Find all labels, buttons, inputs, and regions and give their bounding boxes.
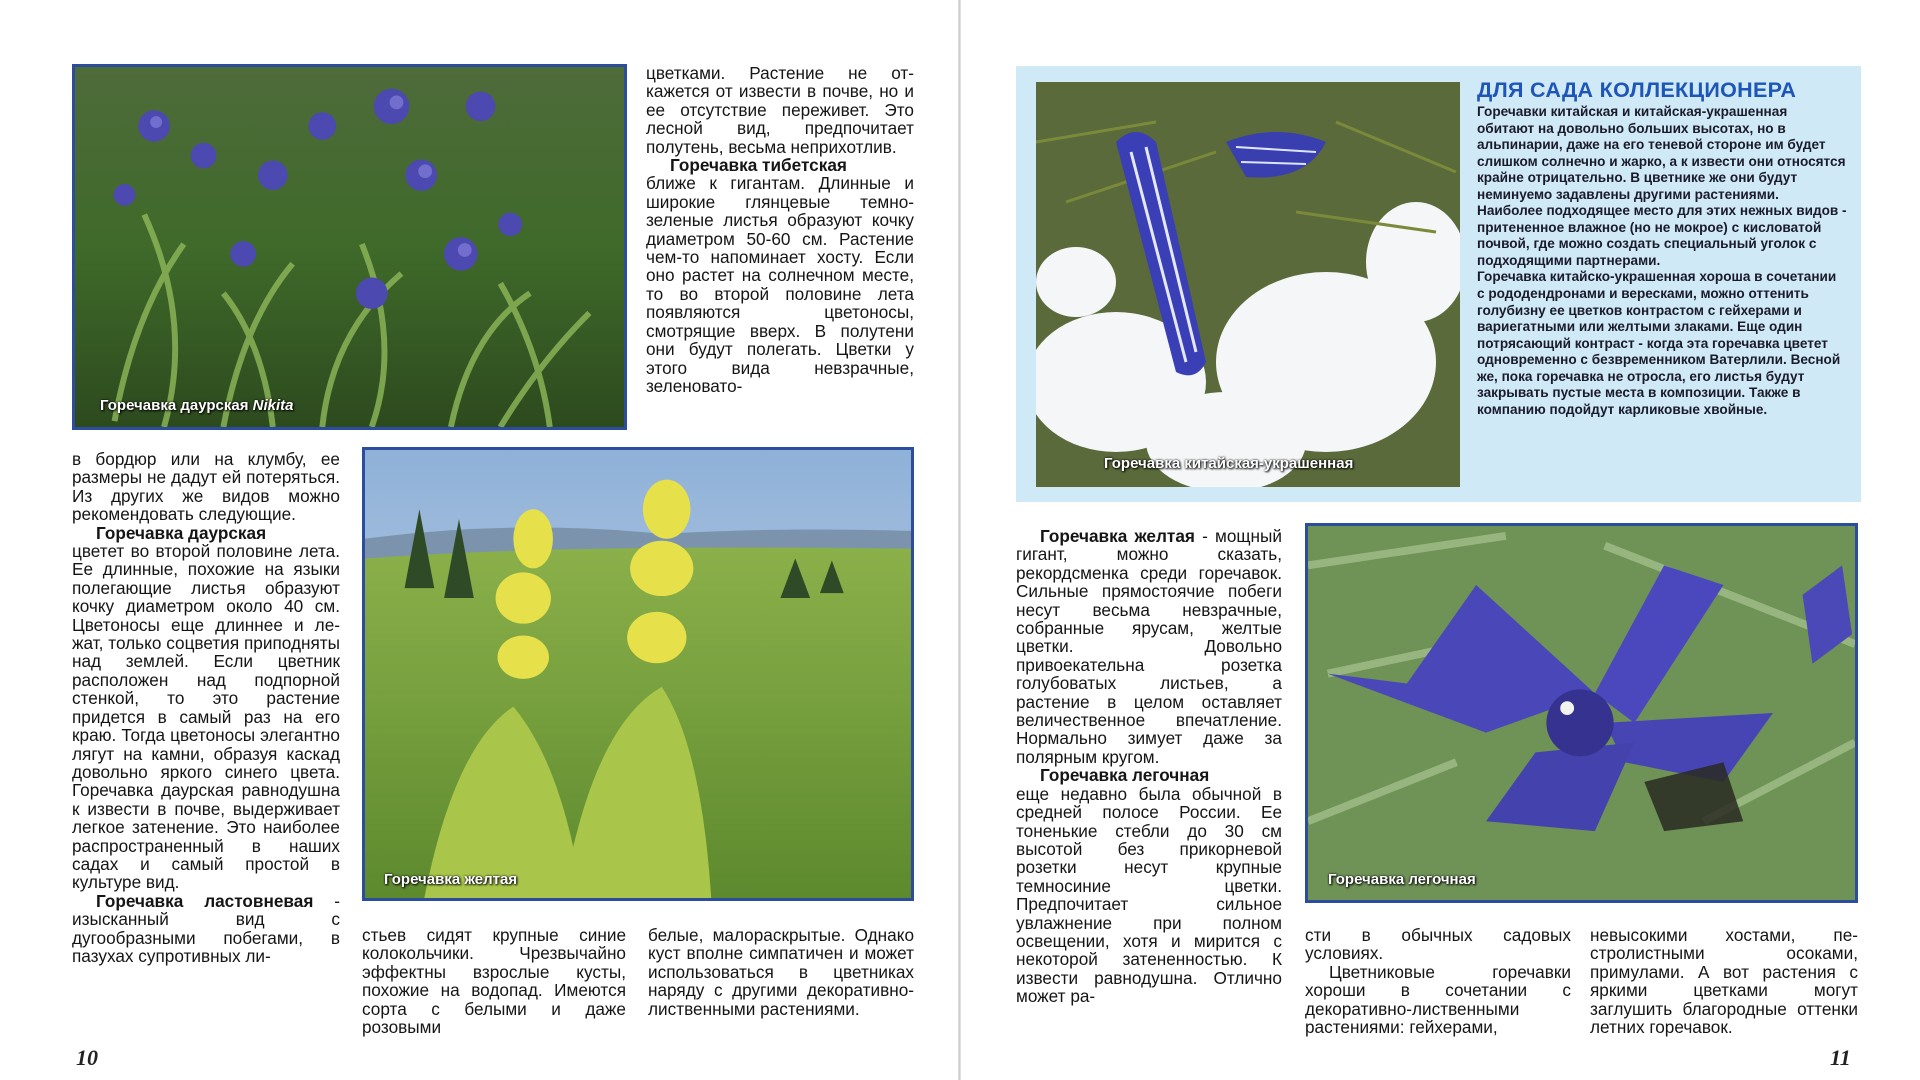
caption-dahurian-text: Горечавка даурская — [100, 397, 249, 414]
sidebar-paragraph: Горечавки китайская и китайская-украшенная обитают на довольно больших высотах, но в альпинарии, даже на его теневой стороне им будет слишком солнечно и жарко, а к извести они относятся крайне отрицательно. В цветнике же они будут неминуемо задавлены другими растениями. Наиболее подходящее место для этих нежных видов - притененное влажное (но не мокрое) с кисловатой почвой, где можно создать специальный уголок с подходящими партнерами. — [1477, 104, 1847, 268]
heading-swallowwort-gentian: Горечавка ластовневая — [96, 890, 314, 911]
page-number-right: 11 — [1830, 1045, 1851, 1070]
heading-tibetan-gentian: Горечавка тибетская — [670, 155, 847, 176]
paragraph-inline: - мощный гигант, можно сказать, рекордсменка среди горечавок. Сильные прямостоячие побеги несут весьма невзрачные, собранные ярусам, желтые цветки. Довольно привоекательна розетка голубоватых листьев, а растение в целом оставляет величественное впечатление. Нормально зимует даже за полярным кругом. — [1016, 526, 1282, 767]
heading-dahurian-gentian: Горечавка даурская — [96, 522, 267, 543]
paragraph: в бордюр или на клумбу, ее размеры не дадут ей потеряться. Из других же видов можно рекомендовать следующие. — [72, 449, 340, 525]
left-col-bottom-right — [648, 926, 914, 1018]
paragraph: ближе к гигантам. Длинные и широкие глянцевые темно-зеленые листья образуют кочку диаметром 50-60 см. Растение чем-то напоминает хосту. Если оно растет на солнечном месте, то во второй половине лета появляются цветоносы, смотрящие вверх. В полутени они будут полегать. Цветки у этого вида невзрачные, зеленовато- — [646, 173, 914, 396]
heading-yellow-gentian: Горечавка желтая — [1040, 526, 1195, 546]
paragraph: сти в обычных садовых условиях. — [1305, 925, 1571, 964]
paragraph: невысокими хостами, пестролистными осоками, примулами. А вот растения с яркими цветками могут заглушить благородные оттенки летних горечавок. — [1590, 925, 1858, 1038]
right-col-left — [1016, 527, 1282, 1006]
paragraph-inline: - изысканный вид с дугообразными побегами, в пазухах супротивных ли- — [72, 890, 340, 966]
paragraph: Цветниковые горечавки хороши в сочетании с декоративно-лиственными растениями: гейхерами, — [1305, 961, 1571, 1038]
caption-yellow-gentian: Горечавка желтая — [384, 871, 518, 888]
caption-dahurian-gentian — [100, 397, 294, 414]
photo-pulmonary-gentian-image — [1308, 526, 1855, 900]
left-col-bottom-mid — [362, 926, 626, 1036]
photo-ornate-gentian-image — [1036, 82, 1460, 487]
sidebar-text — [1477, 104, 1847, 418]
photo-yellow-gentian-image — [365, 450, 911, 898]
photo-pulmonary-gentian — [1305, 523, 1858, 903]
sidebar-title: ДЛЯ САДА КОЛЛЕКЦИОНЕРА — [1477, 78, 1797, 102]
right-col-right — [1590, 926, 1858, 1036]
right-col-mid — [1305, 926, 1571, 1036]
caption-ornate-gentian: Горечавка китайская-украшенная — [1104, 455, 1354, 472]
left-col-left — [72, 450, 340, 965]
photo-dahurian-gentian-image — [75, 67, 624, 427]
caption-dahurian-cultivar: Nikita — [252, 397, 294, 414]
photo-ornate-gentian — [1036, 82, 1460, 487]
page-gutter — [958, 0, 961, 1080]
paragraph: белые, малораскрытые. Однако куст вполне симпатичен и может использоваться в цветниках наряду с другими декоративно-лиственными растениями. — [648, 925, 914, 1019]
photo-yellow-gentian — [362, 447, 914, 901]
heading-pulmonary-gentian: Горечавка легочная — [1040, 765, 1210, 786]
paragraph: цветет во второй половине лета. Ее длинные, похожие на языки полегающие листья образуют кочку диаметром около 40 см. Цветоносы еще длиннее и лежат, только соцветия приподняты над землей. Если цветник расположен над подпорной стенкой, то это растение придется в самый раз на его краю. Тогда цветоносы элегантно лягут на камни, образуя каскад довольно яркого синего цвета. Горечавка даурская равнодушна к извести в почве, выдерживает легкое затенение. Это наиболее распространенный в наших садах и самый простой в культуре вид. — [72, 541, 340, 893]
page-number-left: 10 — [76, 1045, 98, 1070]
photo-dahurian-gentian — [72, 64, 627, 430]
paragraph: еще недавно была обычной в средней полосе России. Ее тоненькие стебли до 30 см высотой без прикорневой розетки несут крупные темносиние цветки. Предпочитает сильное увлажнение при полном освещении, хотя и мирится с некоторой затененностью. К извести равнодушна. Отлично может ра- — [1016, 783, 1282, 1007]
paragraph: цветками. Растение не откажется от извести в почве, но и ее отсутствие переживет. Это лесной вид, предпочитает полутень, весьма неприхотлив. — [646, 63, 914, 157]
sidebar-paragraph: Горечавка китайско-украшенная хороша в сочетании с рододендронами и вересками, можно оттенить голубизну ее цветков контрастом с гейхерами и вариегатными или желтыми злаками. Еще один потрясающий контраст - когда эта горечавка цветет одновременно с безвременником Ватерлили. Весной же, пока горечавка не отросла, его листья будут закрывать пустые места в композиции. Также в компанию подойдут карликовые хвойные. — [1477, 269, 1841, 417]
paragraph: стьев сидят крупные синие колокольчики. Чрезвычайно эффектны взрослые кусты, похожие на водопад. Имеются сорта с белыми и даже розовыми — [362, 925, 626, 1038]
caption-pulmonary-gentian: Горечавка легочная — [1328, 871, 1476, 888]
left-col-top-right — [646, 64, 914, 395]
